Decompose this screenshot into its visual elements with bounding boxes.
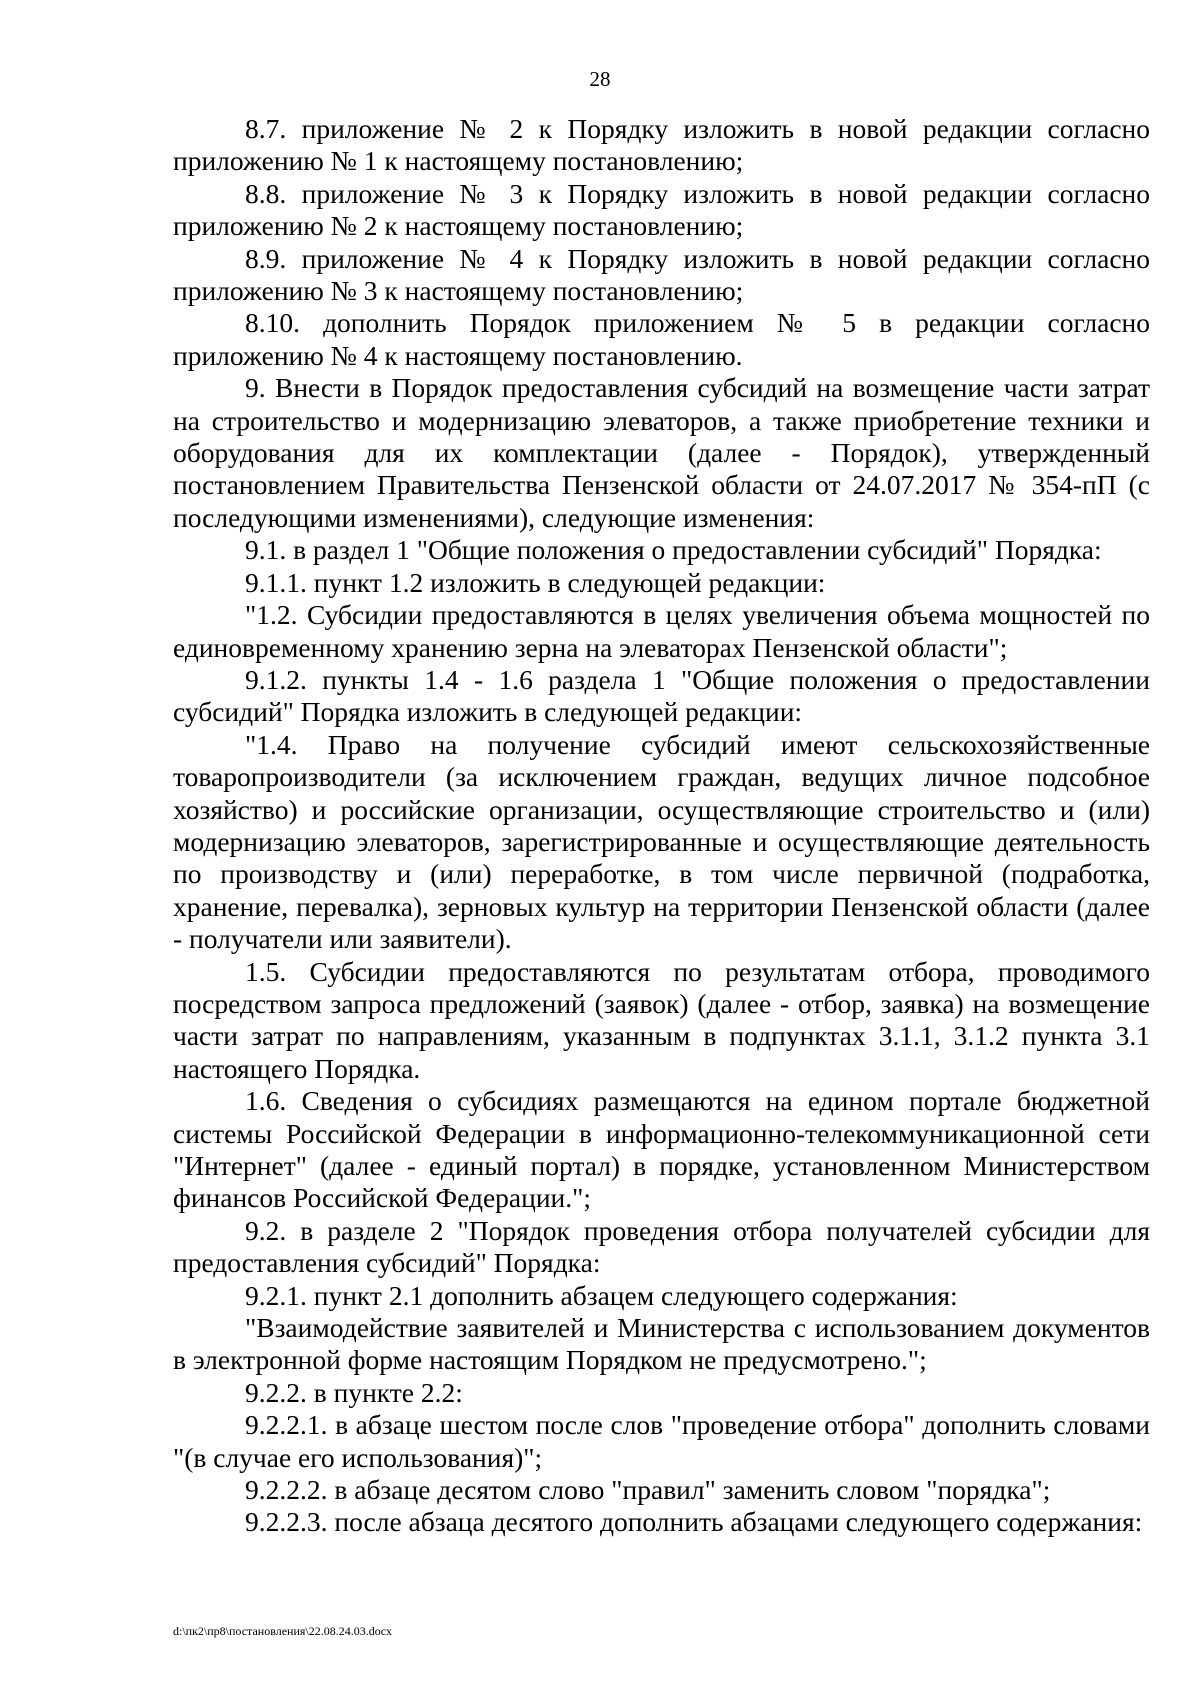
- paragraph: 8.8. приложение № 3 к Порядку изложить в новой редакции согласно приложению № 2 к настоящему постановлению;: [173, 177, 1157, 242]
- paragraph: 8.10. дополнить Порядок приложением № 5 в редакции согласно приложению № 4 к настоящему постановлению.: [173, 307, 1157, 371]
- paragraph: "1.2. Субсидии предоставляются в целях увеличения объема мощностей по единовременному хранению зерна на элеваторах Пензенской области";: [173, 599, 1157, 663]
- paragraph: 8.9. приложение № 4 к Порядку изложить в новой редакции согласно приложению № 3 к настоящему постановлению;: [173, 242, 1157, 307]
- paragraph: 9.2.2. в пункте 2.2:: [245, 1376, 463, 1408]
- paragraph: 9.1.1. пункт 1.2 изложить в следующей редакции:: [245, 566, 826, 598]
- paragraph: 1.5. Субсидии предоставляются по результатам отбора, проводимого посредством запроса предложений (заявок) (далее - отбор, заявка) на возмещение части затрат по направлениям, указанным в подпунктах 3.1.1, 3.1.2 пункта 3.1 настоящего Порядка.: [173, 955, 1157, 1084]
- paragraph: 9.2.2.3. после абзаца десятого дополнить абзацами следующего содержания:: [245, 1506, 1143, 1538]
- paragraph: 9.1. в раздел 1 "Общие положения о предоставлении субсидий" Порядка:: [245, 534, 1102, 566]
- paragraph: "1.4. Право на получение субсидий имеют сельскохозяйственные товаропроизводители (за исключением граждан, ведущих личное подсобное хозяйство) и российские организации, осуществляющие строительство и (или) модернизацию элеваторов, зарегистрированные и осуществляющие деятельность по производству и (или) переработке, в том числе первичной (подработка, хранение, перевалка), зерновых культур на территории Пензенской области (далее - получатели или заявители).: [173, 728, 1157, 955]
- footer-file-path: d:\пк2\пр8\постановления\22.08.24.03.docx: [173, 1624, 393, 1638]
- paragraph: 9.2.2.1. в абзаце шестом после слов "проведение отбора" дополнить словами "(в случае его использования)";: [173, 1409, 1157, 1473]
- document-body: [173, 113, 1157, 1539]
- paragraph: "Взаимодействие заявителей и Министерства с использованием документов в электронной форме настоящим Порядком не предусмотрено.";: [173, 1312, 1157, 1376]
- paragraph: 9. Внести в Порядок предоставления субсидий на возмещение части затрат на строительство и модернизацию элеваторов, а также приобретение техники и оборудования для их комплектации (далее - Порядок), утвержденный постановлением Правительства Пензенской области от 24.07.2017 № 354-пП (с последующими изменениями), следующие изменения:: [173, 372, 1157, 533]
- paragraph: 1.6. Сведения о субсидиях размещаются на едином портале бюджетной системы Российской Федерации в информационно-телекоммуникационной сети "Интернет" (далее - единый портал) в порядке, установленном Министерством финансов Российской Федерации.";: [173, 1085, 1157, 1214]
- paragraph: 8.7. приложение № 2 к Порядку изложить в новой редакции согласно приложению № 1 к настоящему постановлению;: [173, 113, 1157, 177]
- page-number: 28: [589, 67, 611, 91]
- paragraph: 9.2. в разделе 2 "Порядок проведения отбора получателей субсидии для предоставления субсидий" Порядка:: [173, 1214, 1157, 1279]
- paragraph: 9.2.2.2. в абзаце десятом слово "правил" заменить словом "порядка";: [245, 1474, 1051, 1506]
- paragraph: 9.1.2. пункты 1.4 - 1.6 раздела 1 "Общие положения о предоставлении субсидий" Порядка изложить в следующей редакции:: [173, 663, 1157, 728]
- paragraph: 9.2.1. пункт 2.1 дополнить абзацем следующего содержания:: [245, 1279, 958, 1311]
